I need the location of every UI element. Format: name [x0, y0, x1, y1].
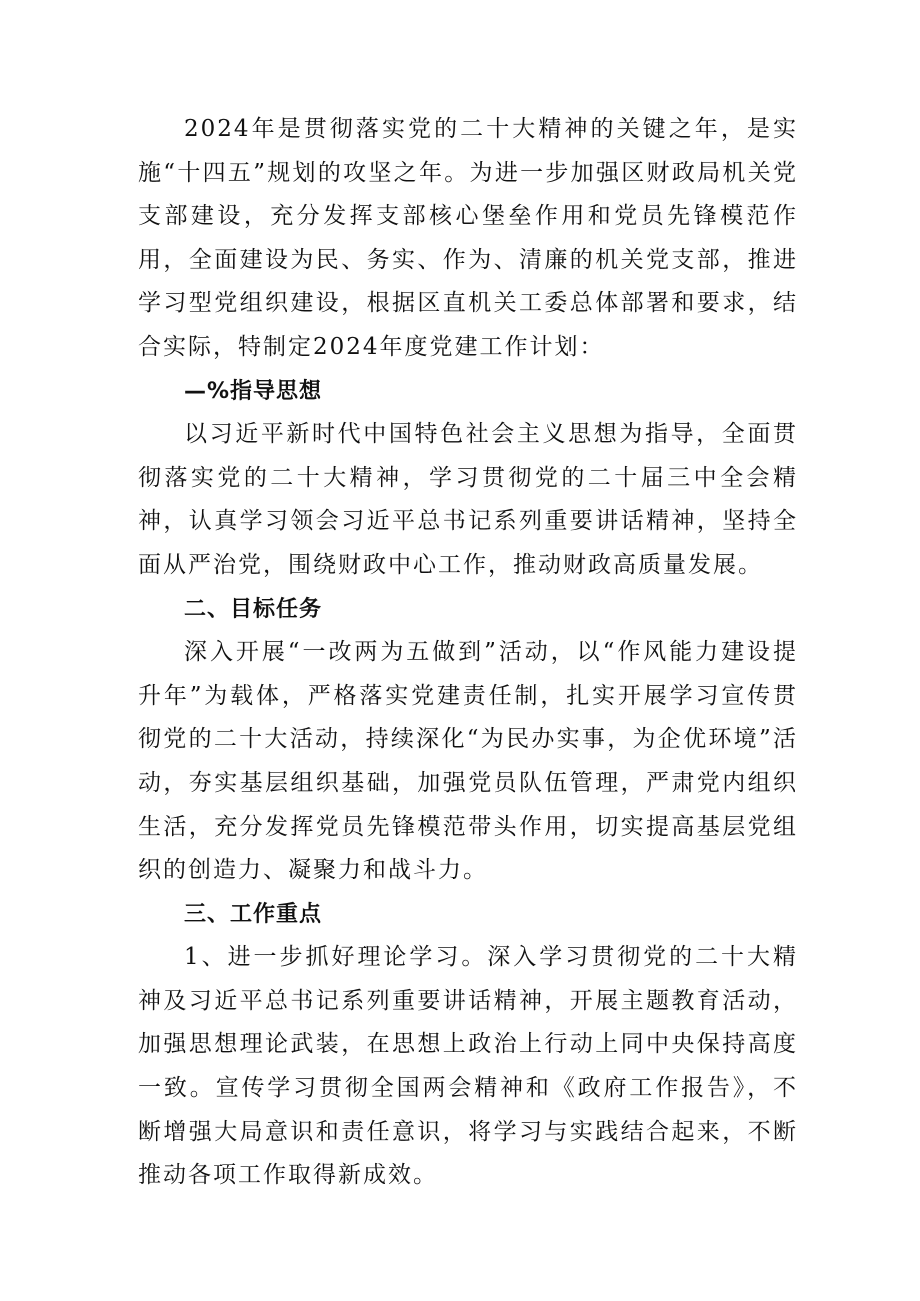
section-paragraph-guiding-ideology: 以习近平新时代中国特色社会主义思想为指导，全面贯彻落实党的二十大精神，学习贯彻党的二十届三中全会精神，认真学习领会习近平总书记系列重要讲话精神，坚持全面从严治党，围绕财政中心工作，推动财政高质量发展。	[138, 421, 798, 578]
section-heading-guiding-ideology: —%指导思想	[184, 378, 323, 404]
section-paragraph-goals-tasks: 深入开展“一改两为五做到”活动，以“作风能力建设提升年”为载体，严格落实党建责任制，扎实开展学习宣传贯彻党的二十大活动，持续深化“为民办实事，为企优环境”活动，夯实基层组织基础，加强党员队伍管理，严肃党内组织生活，充分发挥党员先锋模范带头作用，切实提高基层党组织的创造力、凝聚力和战斗力。	[138, 639, 798, 884]
section-paragraph-work-priorities: 1、进一步抓好理论学习。深入学习贯彻党的二十大精神及习近平总书记系列重要讲话精神，开展主题教育活动，加强思想理论武装，在思想上政治上行动上同中央保持高度一致。宣传学习贯彻全国两会精神和《政府工作报告》，不断增强大局意识和责任意识，将学习与实践结合起来，不断推动各项工作取得新成效。	[138, 944, 798, 1189]
document-body	[138, 108, 798, 1198]
intro-paragraph: 2024年是贯彻落实党的二十大精神的关键之年，是实施“十四五”规划的攻坚之年。为进一步加强区财政局机关党支部建设，充分发挥支部核心堡垒作用和党员先锋模范作用，全面建设为民、务实、作为、清廉的机关党支部，推进学习型党组织建设，根据区直机关工委总体部署和要求，结合实际，特制定2024年度党建工作计划：	[138, 116, 798, 360]
section-heading-work-priorities: 三、工作重点	[184, 901, 323, 927]
section-heading-goals-tasks: 二、目标任务	[184, 596, 323, 622]
